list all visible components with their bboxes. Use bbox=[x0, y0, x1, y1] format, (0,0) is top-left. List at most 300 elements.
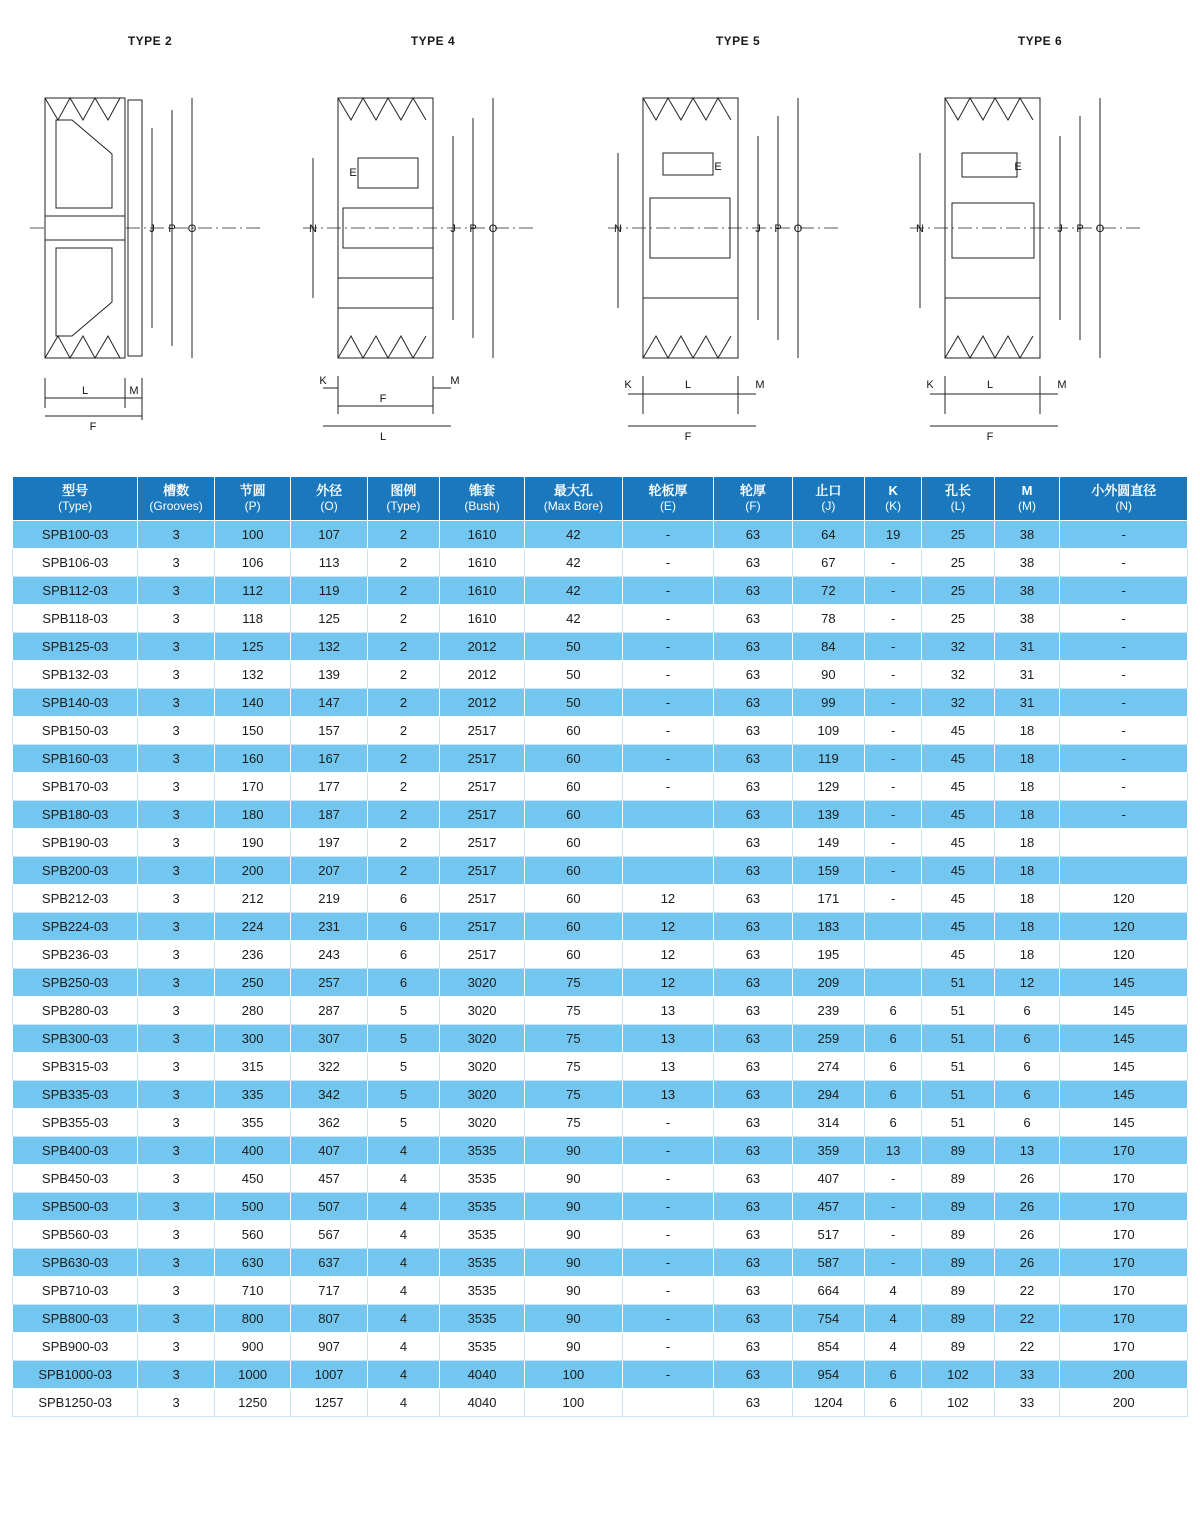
table-cell: 32 bbox=[922, 689, 994, 717]
table-cell: - bbox=[622, 1305, 713, 1333]
table-cell: 170 bbox=[1060, 1165, 1188, 1193]
table-row bbox=[13, 885, 1188, 913]
table-cell: 60 bbox=[525, 857, 623, 885]
table-cell: 4 bbox=[367, 1249, 439, 1277]
diagram-label-P: P bbox=[168, 223, 176, 235]
table-cell: 1610 bbox=[440, 577, 525, 605]
table-cell bbox=[622, 829, 713, 857]
table-cell: 335 bbox=[214, 1081, 290, 1109]
table-cell: 42 bbox=[525, 605, 623, 633]
table-cell: 170 bbox=[1060, 1333, 1188, 1361]
table-cell: 22 bbox=[994, 1305, 1060, 1333]
table-cell: 3535 bbox=[440, 1165, 525, 1193]
table-cell: 42 bbox=[525, 577, 623, 605]
table-cell: 800 bbox=[214, 1305, 290, 1333]
table-cell: 13 bbox=[864, 1137, 921, 1165]
table-cell: - bbox=[864, 1165, 921, 1193]
diagram-label-K: K bbox=[319, 375, 327, 387]
table-cell: 6 bbox=[367, 969, 439, 997]
table-cell: 2 bbox=[367, 549, 439, 577]
table-cell: - bbox=[622, 1109, 713, 1137]
table-cell: - bbox=[1060, 689, 1188, 717]
table-cell: 38 bbox=[994, 521, 1060, 549]
table-cell: 3 bbox=[138, 577, 214, 605]
table-cell: - bbox=[864, 577, 921, 605]
table-cell: 457 bbox=[792, 1193, 864, 1221]
table-cell: 3020 bbox=[440, 1081, 525, 1109]
table-cell: 2 bbox=[367, 773, 439, 801]
table-cell: 90 bbox=[525, 1333, 623, 1361]
table-cell: 664 bbox=[792, 1277, 864, 1305]
table-cell: 3 bbox=[138, 801, 214, 829]
diagram-label-M: M bbox=[755, 379, 765, 391]
table-cell: 26 bbox=[994, 1165, 1060, 1193]
table-cell: 45 bbox=[922, 829, 994, 857]
table-cell: - bbox=[622, 577, 713, 605]
table-cell: 407 bbox=[291, 1137, 367, 1165]
table-cell: 243 bbox=[291, 941, 367, 969]
table-cell: 3020 bbox=[440, 969, 525, 997]
table-cell: 322 bbox=[291, 1053, 367, 1081]
table-cell: 294 bbox=[792, 1081, 864, 1109]
table-row bbox=[13, 1305, 1188, 1333]
table-cell: 3 bbox=[138, 1137, 214, 1165]
diagram-label-F: F bbox=[684, 431, 692, 443]
table-cell: 207 bbox=[291, 857, 367, 885]
table-cell: 90 bbox=[525, 1277, 623, 1305]
diagram-label-O: O bbox=[793, 223, 803, 235]
table-cell: 587 bbox=[792, 1249, 864, 1277]
table-cell: SPB200-03 bbox=[13, 857, 138, 885]
table-cell: 500 bbox=[214, 1193, 290, 1221]
table-cell: 3 bbox=[138, 605, 214, 633]
table-cell: 90 bbox=[525, 1221, 623, 1249]
table-cell: 1610 bbox=[440, 605, 525, 633]
table-cell: 224 bbox=[214, 913, 290, 941]
table-cell: 3 bbox=[138, 1333, 214, 1361]
table-cell: SPB900-03 bbox=[13, 1333, 138, 1361]
table-cell: 107 bbox=[291, 521, 367, 549]
table-cell: 280 bbox=[214, 997, 290, 1025]
table-row bbox=[13, 1221, 1188, 1249]
table-cell: 89 bbox=[922, 1277, 994, 1305]
table-cell: 259 bbox=[792, 1025, 864, 1053]
table-cell: 3 bbox=[138, 829, 214, 857]
table-cell: 3 bbox=[138, 913, 214, 941]
table-cell: 132 bbox=[214, 661, 290, 689]
table-cell: 4 bbox=[864, 1277, 921, 1305]
table-cell: 63 bbox=[714, 913, 793, 941]
table-cell: 90 bbox=[525, 1165, 623, 1193]
table-cell: 200 bbox=[1060, 1389, 1188, 1417]
table-cell: 300 bbox=[214, 1025, 290, 1053]
table-cell: SPB400-03 bbox=[13, 1137, 138, 1165]
table-cell: 3535 bbox=[440, 1193, 525, 1221]
table-row bbox=[13, 1109, 1188, 1137]
table-row bbox=[13, 633, 1188, 661]
table-row bbox=[13, 521, 1188, 549]
table-cell: 63 bbox=[714, 521, 793, 549]
table-cell: 140 bbox=[214, 689, 290, 717]
table-cell: - bbox=[864, 717, 921, 745]
table-cell: 18 bbox=[994, 941, 1060, 969]
header-bush: 锥套 (Bush) bbox=[440, 477, 525, 521]
table-row bbox=[13, 857, 1188, 885]
table-cell: 3 bbox=[138, 661, 214, 689]
table-cell: 25 bbox=[922, 549, 994, 577]
table-cell: 2 bbox=[367, 745, 439, 773]
table-cell: SPB236-03 bbox=[13, 941, 138, 969]
table-cell: 6 bbox=[994, 1109, 1060, 1137]
table-cell: 3 bbox=[138, 1277, 214, 1305]
table-cell: 75 bbox=[525, 1081, 623, 1109]
diagram-label-L: L bbox=[81, 385, 89, 397]
table-cell: 102 bbox=[922, 1361, 994, 1389]
header-row bbox=[13, 477, 1188, 521]
table-cell: 4 bbox=[367, 1193, 439, 1221]
table-cell: 145 bbox=[1060, 969, 1188, 997]
table-cell: 112 bbox=[214, 577, 290, 605]
diagram-label-N: N bbox=[309, 223, 317, 235]
table-cell: 4 bbox=[367, 1389, 439, 1417]
table-cell: - bbox=[1060, 745, 1188, 773]
table-cell: 170 bbox=[1060, 1305, 1188, 1333]
table-cell: 212 bbox=[214, 885, 290, 913]
table-cell: 197 bbox=[291, 829, 367, 857]
table-cell: 170 bbox=[1060, 1249, 1188, 1277]
table-cell: 3020 bbox=[440, 997, 525, 1025]
diagram-label-J: J bbox=[149, 223, 155, 235]
table-cell: - bbox=[864, 1221, 921, 1249]
table-row bbox=[13, 997, 1188, 1025]
table-cell: 342 bbox=[291, 1081, 367, 1109]
table-cell: 250 bbox=[214, 969, 290, 997]
table-cell: 3 bbox=[138, 521, 214, 549]
table-cell: 400 bbox=[214, 1137, 290, 1165]
table-cell: 18 bbox=[994, 801, 1060, 829]
header-bore-length: 孔长 (L) bbox=[922, 477, 994, 521]
table-cell: 3 bbox=[138, 1389, 214, 1417]
table-cell: 630 bbox=[214, 1249, 290, 1277]
table-cell: 63 bbox=[714, 717, 793, 745]
table-cell: 63 bbox=[714, 1305, 793, 1333]
table-cell: 119 bbox=[792, 745, 864, 773]
table-cell: 2 bbox=[367, 717, 439, 745]
table-cell: 50 bbox=[525, 633, 623, 661]
table-cell: 33 bbox=[994, 1361, 1060, 1389]
table-cell: 1204 bbox=[792, 1389, 864, 1417]
table-row bbox=[13, 605, 1188, 633]
table-cell: 3 bbox=[138, 633, 214, 661]
table-cell: 42 bbox=[525, 521, 623, 549]
table-cell: 1257 bbox=[291, 1389, 367, 1417]
table-row bbox=[13, 549, 1188, 577]
diagram-label-O: O bbox=[187, 223, 197, 235]
table-cell: 63 bbox=[714, 745, 793, 773]
table-cell: 147 bbox=[291, 689, 367, 717]
table-cell: 3535 bbox=[440, 1249, 525, 1277]
table-cell: - bbox=[1060, 549, 1188, 577]
table-cell: 63 bbox=[714, 1081, 793, 1109]
table-cell: 3 bbox=[138, 857, 214, 885]
table-cell: 3 bbox=[138, 717, 214, 745]
table-cell: - bbox=[1060, 801, 1188, 829]
table-cell: - bbox=[622, 1249, 713, 1277]
table-cell: 407 bbox=[792, 1165, 864, 1193]
header-rim-thickness: 轮厚 (F) bbox=[714, 477, 793, 521]
table-cell: 4 bbox=[864, 1333, 921, 1361]
diagram-label-N: N bbox=[614, 223, 622, 235]
table-cell: 63 bbox=[714, 633, 793, 661]
table-cell: 31 bbox=[994, 661, 1060, 689]
table-cell: 145 bbox=[1060, 1081, 1188, 1109]
diagram-label-E: E bbox=[349, 167, 357, 179]
table-cell: 106 bbox=[214, 549, 290, 577]
table-cell: 170 bbox=[1060, 1193, 1188, 1221]
table-cell: SPB355-03 bbox=[13, 1109, 138, 1137]
table-cell: 12 bbox=[622, 969, 713, 997]
table-cell: 3020 bbox=[440, 1025, 525, 1053]
diagram-label-M: M bbox=[450, 375, 460, 387]
header-type: 型号 (Type) bbox=[13, 477, 138, 521]
table-cell: 907 bbox=[291, 1333, 367, 1361]
table-cell: 33 bbox=[994, 1389, 1060, 1417]
table-cell: 120 bbox=[1060, 941, 1188, 969]
diagram-label-M: M bbox=[1057, 379, 1067, 391]
table-cell: 120 bbox=[1060, 913, 1188, 941]
table-cell: 145 bbox=[1060, 1025, 1188, 1053]
table-cell: 63 bbox=[714, 969, 793, 997]
table-row bbox=[13, 773, 1188, 801]
table-cell: 2 bbox=[367, 829, 439, 857]
table-cell: 63 bbox=[714, 577, 793, 605]
table-cell: 89 bbox=[922, 1137, 994, 1165]
table-cell: 2517 bbox=[440, 717, 525, 745]
table-cell: 3 bbox=[138, 885, 214, 913]
table-cell: - bbox=[1060, 717, 1188, 745]
table-cell: 89 bbox=[922, 1305, 994, 1333]
table-cell: 3 bbox=[138, 773, 214, 801]
table-cell: 26 bbox=[994, 1193, 1060, 1221]
table-cell: 6 bbox=[864, 1081, 921, 1109]
diagram-label-L: L bbox=[684, 379, 692, 391]
diagram-label-J: J bbox=[1057, 223, 1063, 235]
table-cell: 13 bbox=[994, 1137, 1060, 1165]
table-cell: 63 bbox=[714, 689, 793, 717]
table-cell: 1610 bbox=[440, 549, 525, 577]
table-cell: SPB1000-03 bbox=[13, 1361, 138, 1389]
header-j: 止口 (J) bbox=[792, 477, 864, 521]
table-cell: 219 bbox=[291, 885, 367, 913]
table-cell: 64 bbox=[792, 521, 864, 549]
table-cell bbox=[622, 1389, 713, 1417]
table-cell: 100 bbox=[214, 521, 290, 549]
table-row bbox=[13, 661, 1188, 689]
table-cell: - bbox=[1060, 521, 1188, 549]
table-cell: 38 bbox=[994, 549, 1060, 577]
table-cell: - bbox=[1060, 633, 1188, 661]
table-row bbox=[13, 1137, 1188, 1165]
table-cell: 3 bbox=[138, 1193, 214, 1221]
table-cell: 6 bbox=[994, 1025, 1060, 1053]
table-row bbox=[13, 1249, 1188, 1277]
table-cell: 90 bbox=[525, 1249, 623, 1277]
table-cell: 5 bbox=[367, 997, 439, 1025]
table-cell: 5 bbox=[367, 1081, 439, 1109]
table-cell: SPB140-03 bbox=[13, 689, 138, 717]
table-cell: 63 bbox=[714, 857, 793, 885]
table-cell: 3 bbox=[138, 1053, 214, 1081]
table-cell: 4 bbox=[367, 1361, 439, 1389]
diagram-type-4 bbox=[283, 0, 583, 460]
table-cell: 177 bbox=[291, 773, 367, 801]
table-row bbox=[13, 913, 1188, 941]
table-cell: 50 bbox=[525, 661, 623, 689]
table-cell: 102 bbox=[922, 1389, 994, 1417]
header-pitch-diameter: 节圆 (P) bbox=[214, 477, 290, 521]
table-cell: 450 bbox=[214, 1165, 290, 1193]
table-cell: 507 bbox=[291, 1193, 367, 1221]
table-cell: 26 bbox=[994, 1221, 1060, 1249]
table-cell: 239 bbox=[792, 997, 864, 1025]
table-cell: SPB212-03 bbox=[13, 885, 138, 913]
table-cell: 18 bbox=[994, 857, 1060, 885]
table-cell: 807 bbox=[291, 1305, 367, 1333]
table-cell: 25 bbox=[922, 577, 994, 605]
table-cell: - bbox=[864, 1193, 921, 1221]
table-cell: 19 bbox=[864, 521, 921, 549]
table-cell: - bbox=[622, 633, 713, 661]
table-row bbox=[13, 1389, 1188, 1417]
table-cell: 6 bbox=[864, 1025, 921, 1053]
table-cell: 63 bbox=[714, 1249, 793, 1277]
table-cell: 60 bbox=[525, 941, 623, 969]
diagram-label-E: E bbox=[714, 161, 722, 173]
table-cell: 90 bbox=[525, 1193, 623, 1221]
table-cell: - bbox=[622, 605, 713, 633]
table-cell: 12 bbox=[994, 969, 1060, 997]
table-cell: 22 bbox=[994, 1277, 1060, 1305]
table-cell: 362 bbox=[291, 1109, 367, 1137]
table-cell: 63 bbox=[714, 885, 793, 913]
diagram-type-4-svg bbox=[283, 58, 583, 458]
table-cell: 38 bbox=[994, 577, 1060, 605]
table-cell: 2 bbox=[367, 801, 439, 829]
table-cell: 129 bbox=[792, 773, 864, 801]
table-cell: 60 bbox=[525, 913, 623, 941]
table-cell: 231 bbox=[291, 913, 367, 941]
table-cell: 51 bbox=[922, 1081, 994, 1109]
table-cell bbox=[622, 857, 713, 885]
table-row bbox=[13, 1333, 1188, 1361]
table-cell: 2012 bbox=[440, 661, 525, 689]
table-cell: 63 bbox=[714, 1193, 793, 1221]
table-cell: 63 bbox=[714, 1053, 793, 1081]
diagram-type-6-svg bbox=[890, 58, 1190, 458]
table-cell: 3 bbox=[138, 1305, 214, 1333]
table-cell: 18 bbox=[994, 773, 1060, 801]
table-cell: SPB150-03 bbox=[13, 717, 138, 745]
table-cell: 67 bbox=[792, 549, 864, 577]
table-cell: 99 bbox=[792, 689, 864, 717]
table-cell: SPB160-03 bbox=[13, 745, 138, 773]
table-cell: SPB450-03 bbox=[13, 1165, 138, 1193]
table-cell: 183 bbox=[792, 913, 864, 941]
table-cell: 3 bbox=[138, 941, 214, 969]
diagram-label-F: F bbox=[379, 393, 387, 405]
diagram-title-type-6: TYPE 6 bbox=[1017, 34, 1063, 48]
table-cell: 160 bbox=[214, 745, 290, 773]
table-cell: 12 bbox=[622, 913, 713, 941]
diagram-label-F: F bbox=[89, 421, 97, 433]
table-cell: 145 bbox=[1060, 1053, 1188, 1081]
table-cell: 190 bbox=[214, 829, 290, 857]
table-cell: 2 bbox=[367, 521, 439, 549]
table-cell: 457 bbox=[291, 1165, 367, 1193]
table-cell: 63 bbox=[714, 773, 793, 801]
table-cell: 4040 bbox=[440, 1389, 525, 1417]
table-cell: 6 bbox=[864, 1053, 921, 1081]
table-cell: 2517 bbox=[440, 801, 525, 829]
table-cell: 2 bbox=[367, 577, 439, 605]
table-cell: 63 bbox=[714, 1137, 793, 1165]
table-cell: SPB112-03 bbox=[13, 577, 138, 605]
spec-table-body bbox=[13, 521, 1188, 1417]
table-cell: 18 bbox=[994, 829, 1060, 857]
table-cell: 560 bbox=[214, 1221, 290, 1249]
table-cell: - bbox=[622, 661, 713, 689]
table-cell: 18 bbox=[994, 745, 1060, 773]
diagram-label-L: L bbox=[986, 379, 994, 391]
diagram-label-P: P bbox=[469, 223, 477, 235]
table-cell: 754 bbox=[792, 1305, 864, 1333]
diagram-label-P: P bbox=[1076, 223, 1084, 235]
table-cell: 60 bbox=[525, 829, 623, 857]
table-cell: 6 bbox=[994, 997, 1060, 1025]
table-cell: 13 bbox=[622, 1081, 713, 1109]
table-cell: 2517 bbox=[440, 773, 525, 801]
diagram-title-type-5: TYPE 5 bbox=[715, 34, 761, 48]
table-cell: SPB280-03 bbox=[13, 997, 138, 1025]
spec-table-head bbox=[13, 477, 1188, 521]
table-cell: - bbox=[622, 745, 713, 773]
table-row bbox=[13, 801, 1188, 829]
table-cell: 3 bbox=[138, 1249, 214, 1277]
table-cell: 3535 bbox=[440, 1333, 525, 1361]
table-cell: 195 bbox=[792, 941, 864, 969]
table-cell: SPB300-03 bbox=[13, 1025, 138, 1053]
table-cell: - bbox=[1060, 661, 1188, 689]
table-cell bbox=[864, 969, 921, 997]
diagram-label-E: E bbox=[1014, 161, 1022, 173]
header-drawing-type: 图例 (Type) bbox=[367, 477, 439, 521]
table-cell: 2517 bbox=[440, 745, 525, 773]
table-cell: 2 bbox=[367, 633, 439, 661]
table-cell: 3 bbox=[138, 1025, 214, 1053]
table-cell: 45 bbox=[922, 885, 994, 913]
table-cell: 4 bbox=[367, 1137, 439, 1165]
table-cell: 200 bbox=[1060, 1361, 1188, 1389]
table-cell: 51 bbox=[922, 1053, 994, 1081]
table-cell: 287 bbox=[291, 997, 367, 1025]
table-cell: 60 bbox=[525, 717, 623, 745]
table-cell: SPB224-03 bbox=[13, 913, 138, 941]
table-cell: 89 bbox=[922, 1165, 994, 1193]
table-row bbox=[13, 1053, 1188, 1081]
table-cell: 2 bbox=[367, 605, 439, 633]
table-cell: 517 bbox=[792, 1221, 864, 1249]
table-cell: 45 bbox=[922, 801, 994, 829]
